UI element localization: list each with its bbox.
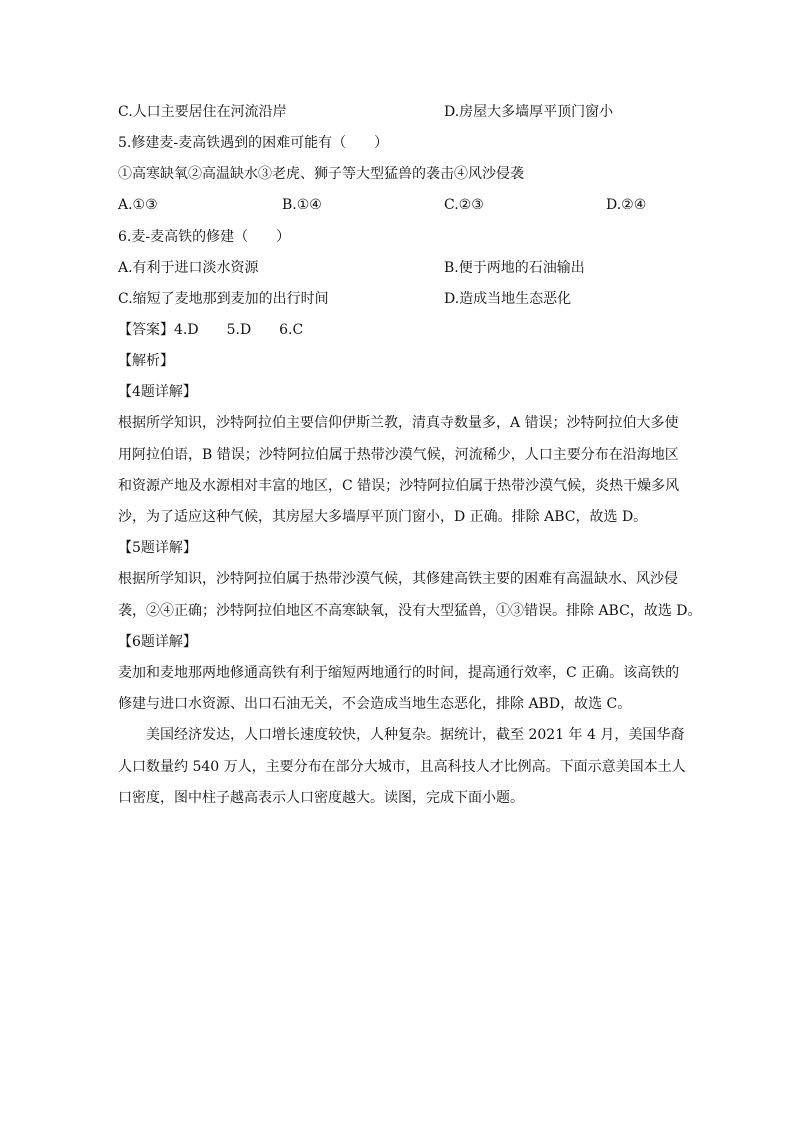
q5-option-d: D.②④: [606, 197, 647, 213]
q6-option-b: B.便于两地的石油输出: [444, 260, 585, 276]
q6-option-d: D.造成当地生态恶化: [444, 291, 572, 307]
q5-items: ①高寒缺氧②高温缺水③老虎、狮子等大型猛兽的袭击④风沙侵袭: [118, 166, 524, 182]
q6-option-c: C.缩短了麦地那到麦加的出行时间: [118, 291, 329, 307]
q4-option-d: D.房屋大多墙厚平顶门窗小: [444, 104, 614, 120]
q6-stem: 6.麦-麦高铁的修建（ ）: [118, 229, 291, 245]
q4-option-c: C.人口主要居住在河流沿岸: [118, 104, 287, 120]
detail6-heading: 【6题详解】: [118, 634, 197, 650]
passage-line-3: 口密度，图中柱子越高表示人口密度越大。读图，完成下面小题。: [118, 790, 524, 806]
q6-option-a: A.有利于进口淡水资源: [118, 260, 259, 276]
detail5-line-1: 根据所学知识，沙特阿拉伯属于热带沙漠气候，其修建高铁主要的困难有高温缺水、风沙侵: [118, 571, 678, 587]
analysis-heading: 【解析】: [118, 353, 174, 369]
detail4-line-4: 沙，为了适应这种气候，其房屋大多墙厚平顶门窗小，D 正确。排除 ABC，故选 D。: [118, 509, 648, 525]
detail6-line-2: 修建与进口水资源、出口石油无关，不会造成当地生态恶化，排除 ABD，故选 C。: [118, 696, 632, 712]
passage-line-1: 美国经济发达，人口增长速度较快，人种复杂。据统计，截至 2021 年 4 月，美国华裔: [146, 727, 685, 743]
q5-option-c: C.②③: [444, 197, 484, 213]
detail4-heading: 【4题详解】: [118, 384, 197, 400]
detail5-line-2: 袭，②④正确；沙特阿拉伯地区不高寒缺氧，没有大型猛兽，①③错误。排除 ABC，故选 D。: [118, 603, 702, 619]
q5-option-a: A.①③: [118, 197, 158, 213]
answer-line: 【答案】4.D 5.D 6.C: [118, 322, 304, 338]
detail4-line-1: 根据所学知识，沙特阿拉伯主要信仰伊斯兰教，清真寺数量多，A 错误；沙特阿拉伯大多使: [118, 415, 679, 431]
passage-line-2: 人口数量约 540 万人，主要分布在部分大城市，且高科技人才比例高。下面示意美国本土人: [118, 759, 686, 775]
q5-option-b: B.①④: [282, 197, 322, 213]
q5-stem: 5.修建麦-麦高铁遇到的困难可能有（ ）: [118, 135, 389, 151]
detail4-line-3: 和资源产地及水源相对丰富的地区，C 错误；沙特阿拉伯属于热带沙漠气候，炎热干燥多风: [118, 478, 680, 494]
detail5-heading: 【5题详解】: [118, 540, 197, 556]
detail6-line-1: 麦加和麦地那两地修通高铁有利于缩短两地通行的时间，提高通行效率，C 正确。该高铁的: [118, 665, 680, 681]
detail4-line-2: 用阿拉伯语，B 错误；沙特阿拉伯属于热带沙漠气候，河流稀少，人口主要分布在沿海地区: [118, 447, 679, 463]
